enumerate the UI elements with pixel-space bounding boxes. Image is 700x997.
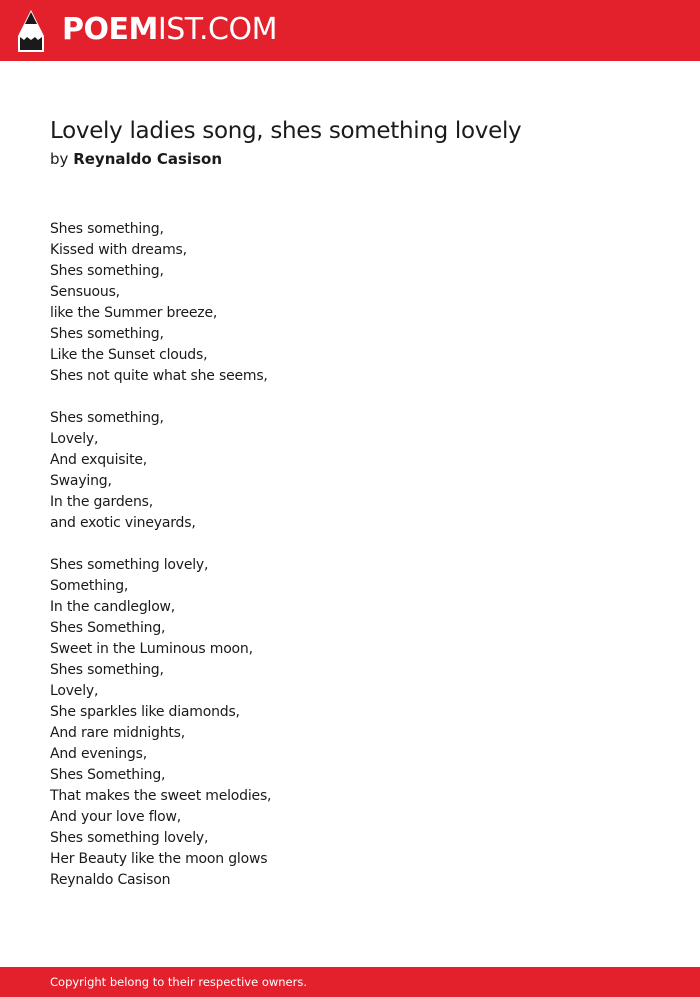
poem-line: Shes something,	[50, 662, 164, 678]
poem-line: Shes not quite what she seems,	[50, 368, 268, 384]
poem-line: Swaying,	[50, 473, 112, 489]
poem-line: Shes something,	[50, 410, 164, 426]
poem-line: Shes something,	[50, 221, 164, 237]
poem-line: Sweet in the Luminous moon,	[50, 641, 253, 657]
poem-line: Lovely,	[50, 431, 99, 447]
poem-line: Shes something lovely,	[50, 557, 209, 573]
poem-line: Shes something,	[50, 326, 164, 342]
poem-line: And your love flow,	[50, 809, 182, 825]
poem-line: Her Beauty like the moon glows	[50, 851, 268, 867]
poem-line: Shes something lovely,	[50, 830, 209, 846]
poem-line: Like the Sunset clouds,	[50, 347, 208, 363]
poem-line: Reynaldo Casison	[50, 872, 171, 888]
poem-line: Shes Something,	[50, 620, 166, 636]
poem-line: And exquisite,	[50, 452, 148, 468]
pencil-icon[interactable]	[18, 10, 44, 52]
poem-line: like the Summer breeze,	[50, 305, 218, 321]
poem-line: and exotic vineyards,	[50, 515, 196, 531]
logo-bold-text: POEM	[62, 12, 158, 47]
copyright-notice: Copyright belong to their respective owners.	[50, 975, 308, 989]
author-name: Reynaldo Casison	[73, 150, 223, 168]
poem-line: She sparkles like diamonds,	[50, 704, 240, 720]
poem-line: Shes something,	[50, 263, 164, 279]
site-logo[interactable]	[62, 12, 277, 48]
site-footer	[0, 967, 700, 997]
poem-line: That makes the sweet melodies,	[50, 788, 272, 804]
by-label: by	[50, 150, 69, 168]
stanza-3	[50, 555, 271, 891]
logo-light-text: IST.COM	[157, 12, 277, 47]
poem-line: And evenings,	[50, 746, 147, 762]
byline	[50, 149, 222, 169]
poem-line: Shes Something,	[50, 767, 166, 783]
poem-line: Something,	[50, 578, 129, 594]
poem-line: Lovely,	[50, 683, 99, 699]
poem-line: And rare midnights,	[50, 725, 186, 741]
stanza-2	[50, 408, 271, 534]
site-header	[0, 0, 700, 61]
poem-line: Kissed with dreams,	[50, 242, 187, 258]
poem-line: In the gardens,	[50, 494, 153, 510]
poem-title: Lovely ladies song, shes something lovely	[50, 118, 522, 144]
poem-line: In the candleglow,	[50, 599, 176, 615]
poem-body	[50, 219, 271, 891]
poem-line: Sensuous,	[50, 284, 120, 300]
stanza-1	[50, 219, 271, 387]
